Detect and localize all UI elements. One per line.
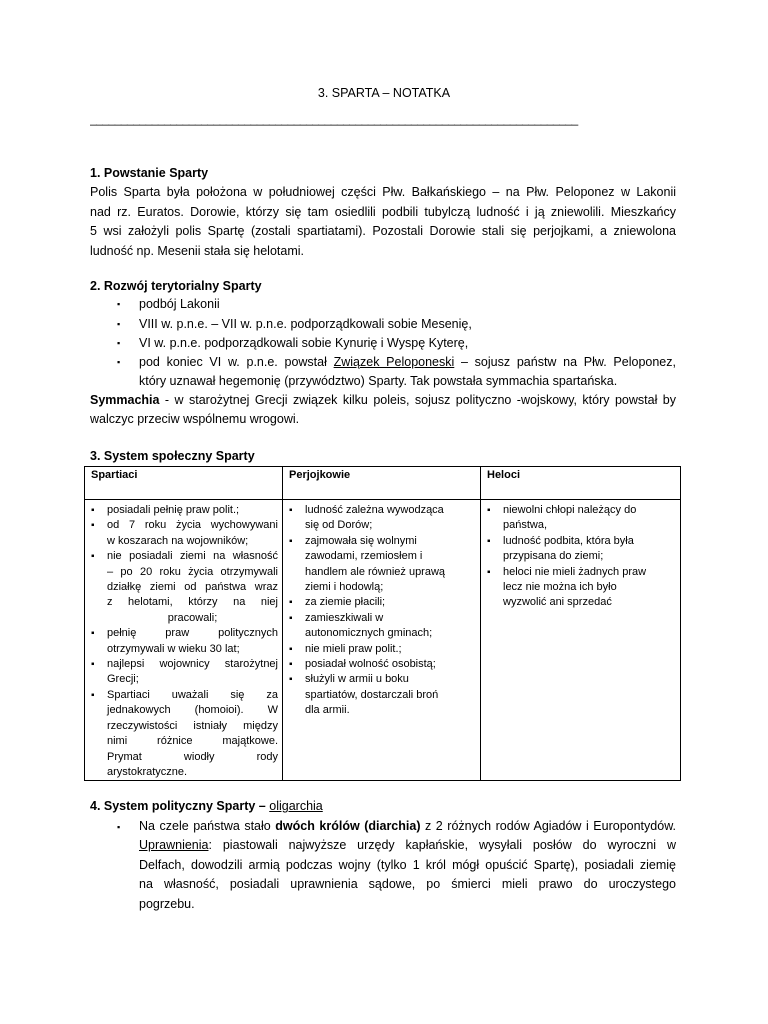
cell-line: spartiatów, dostarczali broń xyxy=(305,688,439,701)
list-item xyxy=(85,549,282,626)
cell-line: w koszarach na wojowników; xyxy=(107,534,249,547)
cell-line: ▪ pełnię praw politycznych xyxy=(107,627,278,640)
paragraph-line: pogrzebu. xyxy=(139,896,195,911)
cell-line: jednakowych (homoioi). W xyxy=(107,704,278,717)
cell-line: ▪ zamieszkiwali w xyxy=(305,611,384,624)
cell-line: – po 20 roku życia otrzymywali xyxy=(107,565,278,578)
list-item xyxy=(283,657,480,672)
list-item xyxy=(481,503,680,534)
section-1-paragraph xyxy=(90,183,676,261)
oligarchia-link: oligarchia xyxy=(269,799,323,813)
cell-line: się od Dorów; xyxy=(305,519,373,532)
cell-line: przypisana do ziemi; xyxy=(503,550,604,563)
list-item: VIII w. p.n.e. – VII w. p.n.e. podporządkowali sobie Mesenię, xyxy=(139,317,472,331)
cell-line: ▪ ludność zależna wywodząca xyxy=(305,504,444,516)
paragraph-line: nad rz. Euratos. Dorowie, którzy się tam osiedlili podbili tubylczą ludność i ją zniewolili. Mieszkańcy xyxy=(90,204,676,219)
list-item: VI w. p.n.e. podporządkowali sobie Kynurię i Wyspę Kyterę, xyxy=(139,336,469,350)
cell-line: Grecji; xyxy=(107,673,139,686)
list-item xyxy=(283,611,480,642)
list-item-text: z 2 różnych rodów Agiadów i Europontydów. xyxy=(420,819,676,833)
list-item-text: pod koniec VI w. p.n.e. powstał xyxy=(139,355,334,369)
cell-line: ▪ heloci nie mieli żadnych praw xyxy=(503,565,647,578)
cell-line: ▪ zajmowała się wolnymi xyxy=(305,534,417,547)
list-item xyxy=(139,355,676,369)
list-item-continuation: który uznawał hegemonię (przywództwo) Sparty. Tak powstała symmachia spartańska. xyxy=(139,374,618,388)
cell-line: Prymat wiodły rody xyxy=(107,750,278,763)
uprawnienia-paragraph xyxy=(139,836,676,914)
list-item xyxy=(283,642,480,657)
list-item xyxy=(283,503,480,534)
list-item-bold: dwóch królów (diarchia) xyxy=(275,819,421,833)
paragraph-line: na własność, posiadali uprawnienia sądowe, po śmierci mieli prawo do uroczystego xyxy=(139,877,676,891)
cell-line: handlem ale również uprawą xyxy=(305,565,446,578)
cell-line: państwa, xyxy=(503,519,548,532)
spartiaci-list xyxy=(85,503,282,780)
separator-line: _______________________________________________________________________________ xyxy=(90,112,578,126)
zwiazek-peloponeski-link: Związek Peloponeski xyxy=(333,355,455,369)
column-header: Heloci xyxy=(481,467,681,500)
paragraph-text: : piastowali najwyższe urzędy kapłańskie, wysyłali posłów do wyroczni w xyxy=(208,838,676,852)
section-3-heading: 3. System społeczny Sparty xyxy=(90,449,255,463)
cell-line: działkę ziemi od państwa wraz xyxy=(107,581,278,594)
section-4-heading-text: 4. System polityczny Sparty – xyxy=(90,799,270,813)
cell-line: ▪ nie mieli praw polit.; xyxy=(305,642,402,655)
cell-line: ▪ Spartiaci uważali się za xyxy=(107,688,278,701)
paragraph-line: Delfach, dowodzili armią podczas wojny (tylko 1 król mógł opuścić Spartę), posiadali ziemię xyxy=(139,857,676,872)
paragraph-line: Polis Sparta była położona w południowej części Płw. Bałkańskiego – na Płw. Peloponez w Lakonii xyxy=(90,185,676,199)
cell-line: autonomicznych gminach; xyxy=(305,627,433,640)
cell-line: ▪ od 7 roku życia wychowywani xyxy=(107,519,278,532)
cell-line: rzeczywistości istniały między xyxy=(107,719,278,732)
perjojkowie-list xyxy=(283,503,480,719)
column-header: Perjojkowie xyxy=(283,467,481,500)
list-item: podbój Lakonii xyxy=(139,297,220,311)
square-bullet-icon: ▪ xyxy=(117,338,121,348)
definition-term: Symmachia xyxy=(90,393,160,407)
section-2-heading: 2. Rozwój terytorialny Sparty xyxy=(90,279,262,293)
cell-line: otrzymywali w wieku 30 lat; xyxy=(107,642,240,655)
list-item xyxy=(85,688,282,780)
definition-text: - w starożytnej Grecji związek kilku poleis, sojusz polityczno -wojskowy, który powstał by xyxy=(159,393,676,407)
square-bullet-icon: ▪ xyxy=(117,299,121,309)
cell-line: lecz nie można ich było xyxy=(503,581,617,594)
cell-line: ▪ posiadali pełnię praw polit.; xyxy=(107,504,240,516)
table-cell xyxy=(85,500,283,781)
cell-line: dla armii. xyxy=(305,704,350,717)
list-item-text: Na czele państwa stało xyxy=(139,819,276,833)
list-item xyxy=(85,626,282,657)
table-cell xyxy=(481,500,681,781)
paragraph-line: ludność np. Mesenii stała się helotami. xyxy=(90,243,305,258)
cell-line: ▪ za ziemie płacili; xyxy=(305,596,386,609)
social-system-table xyxy=(84,466,681,781)
definition-line xyxy=(90,393,676,407)
list-item-text: – sojusz państw na Płw. Peloponez, xyxy=(454,355,676,369)
uprawnienia-term: Uprawnienia xyxy=(139,838,209,852)
table-row xyxy=(85,500,681,781)
cell-line: ▪ nie posiadali ziemi na własność xyxy=(107,550,278,563)
list-item xyxy=(85,657,282,688)
cell-line: pracowali; xyxy=(167,611,218,624)
cell-line: nimi różnice majątkowe. xyxy=(107,735,278,748)
cell-line: wyzwolić ani sprzedać xyxy=(503,596,612,609)
list-item xyxy=(139,819,676,833)
cell-line: ▪ posiadał wolność osobistą; xyxy=(305,658,436,671)
cell-line: arystokratyczne. xyxy=(107,765,188,778)
section-4-heading xyxy=(90,799,323,813)
paragraph-line xyxy=(139,836,676,856)
column-header: Spartiaci xyxy=(85,467,283,500)
cell-line: ziemi i hodowlą; xyxy=(305,581,384,594)
section-1-heading: 1. Powstanie Sparty xyxy=(90,166,209,180)
list-item xyxy=(85,518,282,549)
cell-line: ▪ ludność podbita, która była xyxy=(503,534,634,547)
list-item xyxy=(283,672,480,718)
list-item xyxy=(85,503,282,518)
square-bullet-icon: ▪ xyxy=(117,822,121,832)
table-header-row xyxy=(85,467,681,500)
list-item xyxy=(481,534,680,565)
list-item xyxy=(283,534,480,596)
square-bullet-icon: ▪ xyxy=(117,319,121,329)
page-title: 3. SPARTA – NOTATKA xyxy=(317,86,451,100)
table-cell xyxy=(283,500,481,781)
list-item xyxy=(481,565,680,611)
cell-line: z helotami, którzy na niej xyxy=(107,596,278,609)
list-item xyxy=(283,595,480,610)
square-bullet-icon: ▪ xyxy=(117,357,121,367)
cell-line: ▪ służyli w armii u boku xyxy=(305,673,409,686)
definition-line: walczyc przeciw wspólnemu wrogowi. xyxy=(90,412,300,426)
cell-line: zawodami, rzemiosłem i xyxy=(305,550,423,563)
paragraph-line: 5 wsi założyli polis Spartę (zostali spartiatami). Pozostali Dorowie stali się perjojkami, a zniewolona xyxy=(90,224,676,238)
heloci-list xyxy=(481,503,680,611)
cell-line: ▪ niewolni chłopi należący do xyxy=(503,504,637,516)
cell-line: ▪ najlepsi wojownicy starożytnej xyxy=(107,658,278,671)
